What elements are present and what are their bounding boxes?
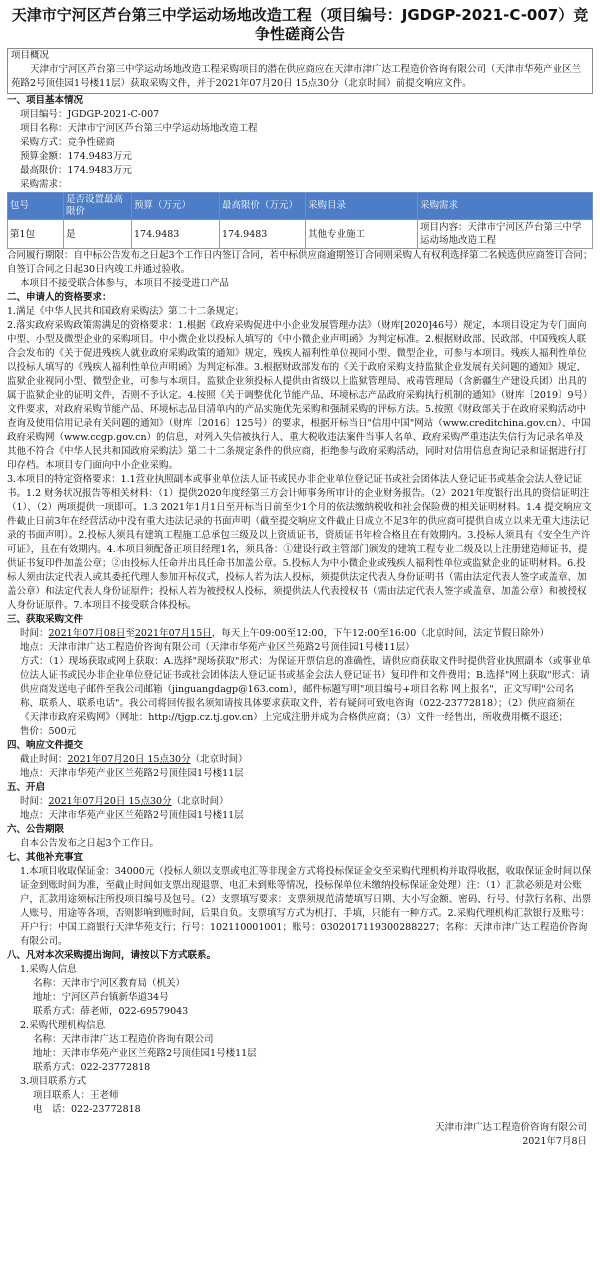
section-opening <box>7 781 593 823</box>
agency-contact: 联系方式：022-23772818 <box>33 1062 151 1073</box>
document-price: 售价：500元 <box>20 726 77 737</box>
section-submission <box>7 739 593 781</box>
section-title: 三、获取采购文件 <box>7 614 84 625</box>
table-header-row <box>8 193 593 220</box>
section-basic-info <box>7 94 593 291</box>
section-title: 四、响应文件提交 <box>7 740 84 751</box>
agency-title: 2.采购代理机构信息 <box>20 1020 106 1031</box>
notice-period-text: 自本公告发布之日起3个工作日。 <box>20 838 160 849</box>
section-obtain-documents <box>7 613 593 739</box>
project-contact-person: 项目联系人：王老师 <box>33 1090 119 1101</box>
submission-place: 地点：天津市华苑产业区兰苑路2号顶佳园1号楼11层 <box>20 768 244 779</box>
obtain-place: 地点：天津市津广达工程造价咨询有限公司（天津市华苑产业区兰苑路2号顶佳园1号楼11层） <box>20 642 415 653</box>
section-contacts <box>7 949 593 1117</box>
table-cell: 174.9483 <box>220 220 306 249</box>
time-label: 时间： <box>20 628 49 639</box>
column-header: 采购需求 <box>418 193 593 220</box>
signature-date: 2021年7月8日 <box>522 1136 587 1147</box>
deadline-value: 2021年07月20日 15点30分 <box>67 754 191 765</box>
section-notice-period <box>7 823 593 851</box>
time-mid: 至 <box>125 628 135 639</box>
time-start: 2021年07月08日 <box>48 628 126 639</box>
table-cell: 其他专业施工 <box>306 220 418 249</box>
table-row <box>8 220 593 249</box>
signature-block <box>7 1121 593 1149</box>
obtain-time <box>7 627 593 641</box>
project-name: 项目名称：天津市宁河区芦台第三中学运动场地改造工程 <box>20 123 258 134</box>
qualification-3: 3.本项目的特定资格要求：1.1营业执照副本或事业单位法人证书或民办非企业单位登记证书或社会团体法人登记证书或基金会法人登记证书。1.2 财务状况报告等相关材料：（1）提供2020年度经第三方会计师事务所审计的企业财务报告。（2）2021年度银行出具的资信证明注（1）、（2）两项提供一项即可。1.3 2021年1月1日至开标当日前至少1个月的依法缴纳税收和社会保险费的相关证明材料。1.4 提交响应文件截止日前3年在经营活动中没有重大违法记录的书面声明（截至提交响应文件截止日成立不足3年的供应商可提供自成立以来无重大违法记录的书面声明）。2.投标人须具有建筑工程施工总承包三级及以上资质证书，资质证书年检合格且在有效期内。3.投标人须具有《安全生产许可证》，且在有效期内。4.本项目须配备正项目经理1名，须具备：①建设行政主管部门颁发的建筑工程专业二级及以上注册建造师证书，提供证书复印件加盖公章；②由投标人任命并出具任命书加盖公章。5.投标人为中小微企业或残疾人福利性单位或监狱企业的证明材料。6.投标人须由法定代表人或其委托代理人参加开标仪式，投标人若为法人投标，须提供法定代表人身份证明书（需由法定代表人签字或盖章、加盖公章）和法定代表人身份证原件；投标人若为被授权人投标，须提供法人代表授权书（需由法定代表人签字或盖章、加盖公章）和被授权人身份证原件。7.本项目不接受联合体投标。 <box>7 474 592 611</box>
table-cell: 第1包 <box>8 220 64 249</box>
opening-time <box>7 795 593 809</box>
opening-time-suffix: （北京时间） <box>171 796 229 807</box>
buyer-contact: 联系方式：薛老师，022-69579043 <box>33 1006 189 1017</box>
section-title: 一、项目基本情况 <box>7 95 84 106</box>
column-header: 预算（万元） <box>132 193 220 220</box>
agency-name: 名称：天津市津广达工程造价咨询有限公司 <box>33 1034 214 1045</box>
overview-box <box>7 48 593 94</box>
table-cell: 174.9483 <box>132 220 220 249</box>
column-header: 包号 <box>8 193 64 220</box>
procurement-needs-label: 采购需求： <box>20 179 68 190</box>
time-rest: ，每天上午09:00至12:00，下午12:00至16:00（北京时间，法定节假日除外） <box>211 628 550 639</box>
section-qualifications <box>7 291 593 613</box>
signature-company: 天津市津广达工程造价咨询有限公司 <box>434 1122 587 1133</box>
overview-text: 天津市宁河区芦台第三中学运动场地改造工程采购项目的潜在供应商应在天津市津广达工程造价咨询有限公司（天津市华苑产业区兰苑路2号顶佳园1号楼11层）获取采购文件，并于2021年07月20日 15点30分（北京时间）前提交响应文件。 <box>11 64 582 89</box>
procurement-method: 采购方式：竞争性磋商 <box>20 137 116 148</box>
agency-address: 地址：天津市华苑产业区兰苑路2号顶佳园1号楼11层 <box>33 1048 257 1059</box>
budget-amount: 预算金额：174.9483万元 <box>20 151 132 162</box>
lots-table <box>7 192 593 249</box>
opening-time-value: 2021年07月20日 15点30分 <box>48 796 172 807</box>
opening-place: 地点：天津市华苑产业区兰苑路2号顶佳园1号楼11层 <box>20 810 244 821</box>
table-cell: 是 <box>64 220 132 249</box>
project-number: 项目编号：JGDGP-2021-C-007 <box>20 109 160 120</box>
column-header: 采购目录 <box>306 193 418 220</box>
page-title: 天津市宁河区芦台第三中学运动场地改造工程（项目编号：JGDGP-2021-C-007）竞争性磋商公告 <box>11 6 589 43</box>
section-title: 二、申请人的资格要求： <box>7 292 112 303</box>
overview-heading: 项目概况 <box>11 50 50 61</box>
section-title: 七、其他补充事宜 <box>7 852 84 863</box>
contract-term: 合同履行期限：自中标公告发布之日起3个工作日内签订合同，若中标供应商逾期签订合同则采购人有权利选择第二名候选供应商签订合同；自签订合同之日起30日内竣工并通过验收。 <box>7 250 593 275</box>
announcement-page <box>7 0 593 1149</box>
obtain-method: 方式：（1）现场获取或网上获取：A.选择"现场获取"形式：为保证开票信息的准确性，请供应商获取文件时提供营业执照副本（或事业单位法人证书或民办非企业单位登记证书或社会团体法人登记证书或基金会法人登记证书）复印件和文件费用；B.选择"网上获取"形式：请供应商发送电子邮件至我公司邮箱（jinguangdagp@163.com），邮件标题写明"项目编号+项目名称 网上报名"，正文写明"公司名称、联系人、联系电话"。我公司将回传报名须知请按具体要求获取文件，若有疑问可致电咨询（022-23772818）；（2）供应商须在《天津市政府采购网》（网址：http://tjgp.cz.tj.gov.cn）上完成注册并成为合格供应商；（3）文件一经售出，所收费用概不退还； <box>20 656 591 723</box>
buyer-name: 名称：天津市宁河区教育局（机关） <box>33 978 186 989</box>
qualification-1: 1.满足《中华人民共和国政府采购法》第二十二条规定； <box>7 306 245 317</box>
section-other-matters <box>7 851 593 949</box>
section-title: 八、凡对本次采购提出询问，请按以下方式联系。 <box>7 950 217 961</box>
opening-time-label: 时间： <box>20 796 49 807</box>
section-title: 五、开启 <box>7 782 46 793</box>
deadline-suffix: （北京时间） <box>190 754 248 765</box>
consortium-note: 本项目不接受联合体参与，本项目不接受进口产品 <box>20 278 230 289</box>
qualification-2: 2.落实政府采购政策需满足的资格要求：1.根据《政府采购促进中小企业发展管理办法》（财库[2020]46号）规定，本项目设定为专门面向中型、小型及微型企业的采购项目。中小微企业以投标人填写的《中小微企业声明函》为判定标准。2.根据财政部、民政部、中国残疾人联合会发布的《关于促进残疾人就业政府采购政策的通知》规定，残疾人福利性单位视同小型、微型企业，可参与本项目。残疾人福利性单位以投标人填写的《残疾人福利性单位声明函》为判定标准。3.根据财政部发布的《关于政府采购支持监狱企业发展有关问题的通知》规定，监狱企业视同小型、微型企业，可参与本项目。监狱企业须投标人提供由省级以上监狱管理局、戒毒管理局（含新疆生产建设兵团）出具的属于监狱企业的证明文件，否则不予认定。4.按照《关于调整优化节能产品、环境标志产品政府采购执行机制的通知》（财库〔2019〕9号）文件要求，对政府采购节能产品、环境标志品目清单内的产品实施优先采购和强制采购的评标方法。5.按照《财政部关于在政府采购活动中查询及使用信用记录有关问题的通知》（财库〔2016〕125号）的要求，根据开标当日"信用中国"网站（www.creditchina.gov.cn）、中国政府采购网（www.ccgp.gov.cn）的信息，对列入失信被执行人、重大税收违法案件当事人名单、政府采购严重违法失信行为记录名单及其他不符合《中华人民共和国政府采购法》第二十二条规定条件的供应商，拒绝参与政府采购活动，同时对信用信息查询记录和证据进行打印存档。本项目专门面向中小企业采购。 <box>7 320 593 471</box>
buyer-address: 地址：宁河区芦台镇新华道34号 <box>33 992 169 1003</box>
project-contact-title: 3.项目联系方式 <box>20 1076 87 1087</box>
max-price: 最高限价：174.9483万元 <box>20 165 132 176</box>
column-header: 是否设置最高限价 <box>64 193 132 220</box>
deadline-label: 截止时间： <box>20 754 68 765</box>
table-cell: 项目内容：天津市宁河区芦台第三中学运动场地改造工程 <box>418 220 593 249</box>
column-header: 最高限价（万元） <box>220 193 306 220</box>
time-end: 2021年07月15日 <box>134 628 212 639</box>
deposit-text: 1.本项目收取保证金：34000元（投标人须以支票或电汇等非现金方式将投标保证金交至采购代理机构并取得收据，收取保证金时间以保证金到账时间为准，至截止时间如支票出现退票、电汇未到账等情况，投标保单位未缴纳投标保证金处理）注：（1）汇款必须是对公账户，汇款用途须标注所投项目编号及包号。（2）支票填写要求：支票须规范清楚填写日期、大小写金额、密码、行号、付款行名称、出票人账号、用途等各项，否则影响到账时间，后果自负。支票填写方式为机打、手填，只能有一种方式。2.采购代理机构汇款银行及账号：开户行：中国工商银行天津华苑支行；行号：102110001001；账号：0302017119300288227；名称：天津市津广达工程造价咨询有限公司。 <box>20 866 592 947</box>
submission-deadline <box>7 753 593 767</box>
buyer-title: 1.采购人信息 <box>20 964 77 975</box>
project-contact-phone: 电 话：022-23772818 <box>33 1104 141 1115</box>
section-title: 六、公告期限 <box>7 824 65 835</box>
